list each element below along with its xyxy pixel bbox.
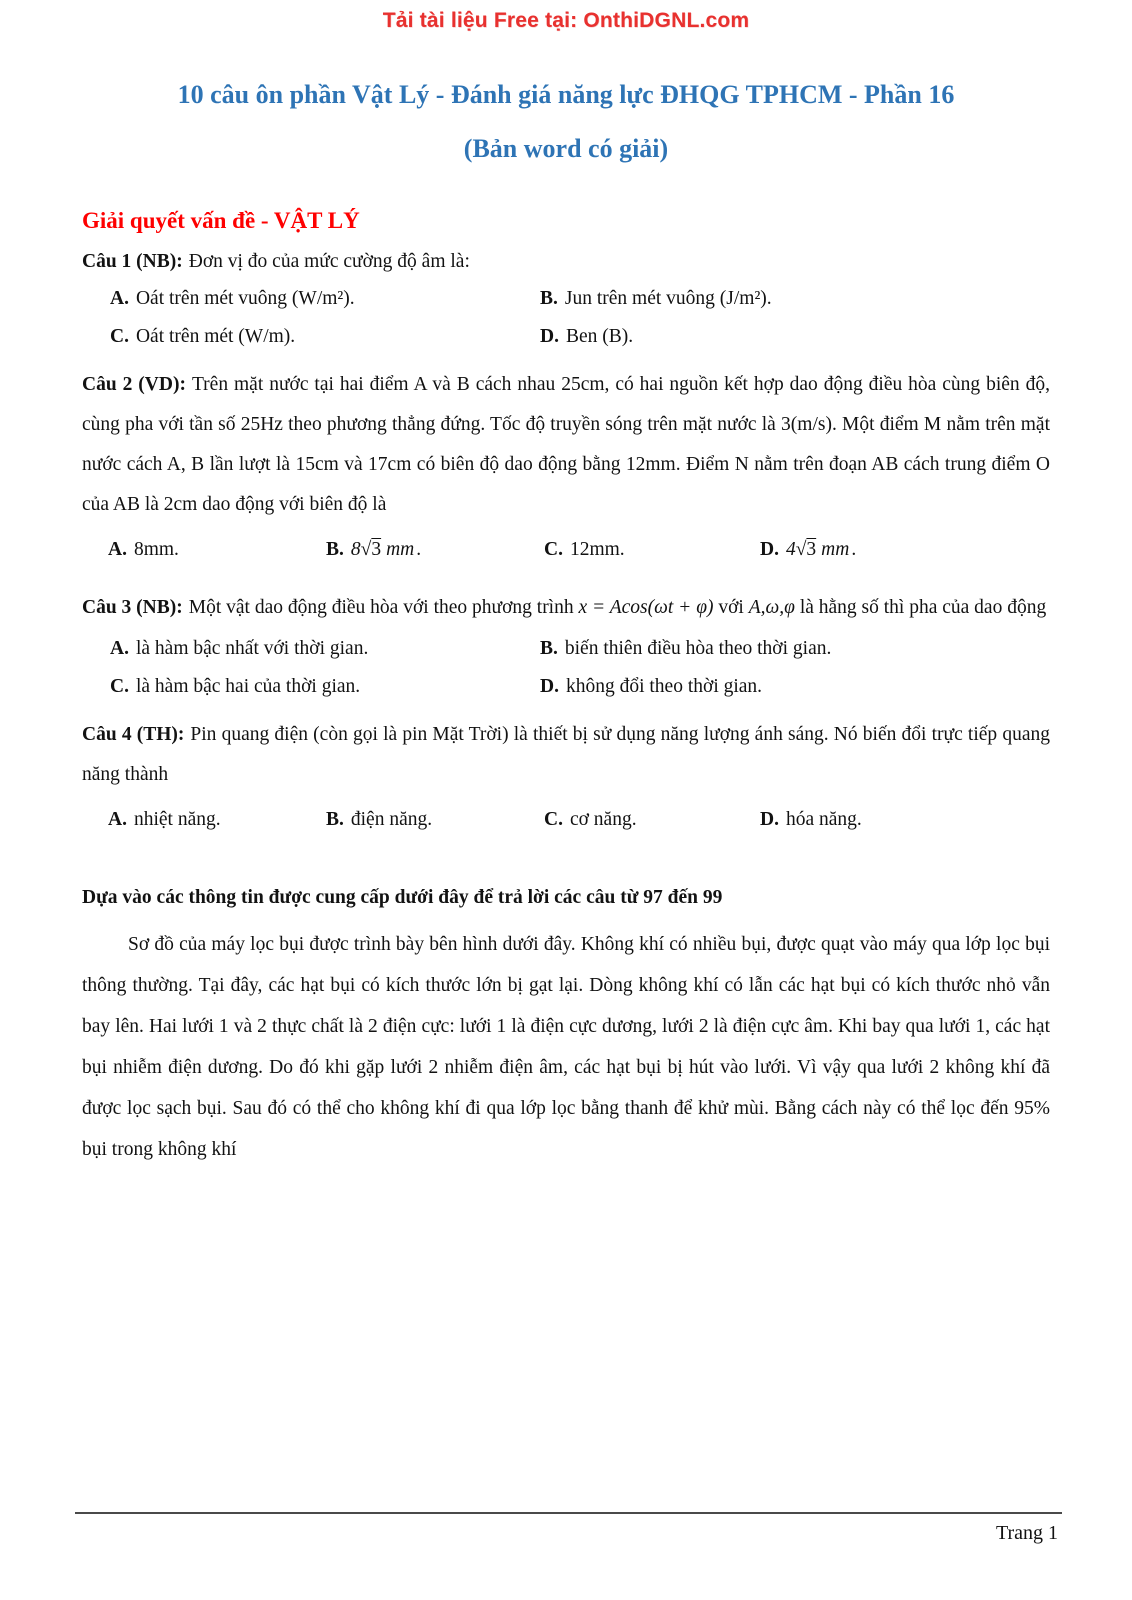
option-text: cơ năng. [569, 808, 637, 830]
option-key: B. [326, 808, 344, 830]
option-text: Ben (B). [565, 325, 634, 347]
question-3-stem-2: với [718, 596, 744, 618]
question-2 [82, 365, 1050, 525]
question-4-stem: Pin quang điện (còn gọi là pin Mặt Trời) là thiết bị sử dụng năng lượng ánh sáng. Nó biến đổi trực tiếp quang năng thành [82, 723, 1050, 785]
question-3-option-b [540, 636, 1050, 661]
sqrt-radical-icon [796, 539, 816, 560]
option-key: D. [540, 675, 559, 697]
option-key: C. [544, 538, 563, 560]
question-1-option-c [110, 324, 540, 349]
question-4 [82, 715, 1050, 795]
option-key: A. [108, 808, 127, 830]
option-text: hóa năng. [785, 808, 862, 830]
question-1-stem: Đơn vị đo của mức cường độ âm là: [188, 250, 470, 272]
question-3-formula: x = Acos(ωt + φ) [578, 596, 714, 618]
question-2-option-b [326, 537, 544, 562]
option-unit: mm [386, 538, 415, 560]
option-period: . [851, 538, 857, 560]
sqrt-value: 3 [806, 538, 817, 560]
option-key: D. [540, 325, 559, 347]
sqrt-radical-icon [361, 539, 381, 560]
option-key: C. [110, 325, 129, 347]
section-heading: Giải quyết vấn đề - VẬT LÝ [82, 207, 360, 233]
question-3-option-c [110, 674, 540, 699]
option-text: điện năng. [350, 808, 433, 830]
info-passage: Sơ đồ của máy lọc bụi được trình bày bên hình dưới đây. Không khí có nhiều bụi, được quạt vào máy qua lớp lọc bụi thông thường. Tại đây, các hạt bụi có kích thước lớn bị gạt lại. Dòng không khí có lẫn các hạt bụi có kích thước nhỏ vẫn bay lên. Hai lưới 1 và 2 thực chất là 2 điện cực: lưới 1 là điện cực dương, lưới 2 là điện cực âm. Khi bay qua lưới 1, các hạt bụi nhiễm điện dương. Do đó khi gặp lưới 2 nhiễm điện âm, các hạt bụi bị hút vào lưới. Vì vậy qua lưới 2 không khí đã được lọc sạch bụi. Sau đó có thể cho không khí đi qua lớp lọc bằng thanh để khử mùi. Bằng cách này có thể lọc đến 95% bụi trong không khí [82, 933, 1050, 1160]
option-text: biến thiên điều hòa theo thời gian. [564, 637, 832, 659]
option-text: 12mm. [569, 538, 625, 560]
option-unit: mm [821, 538, 850, 560]
footer-divider [75, 1512, 1062, 1514]
question-4-option-a [108, 807, 326, 832]
option-key: D. [760, 538, 779, 560]
question-3-stem-3: là hằng số thì pha của dao động [799, 596, 1047, 618]
question-3-label: Câu 3 (NB): [82, 596, 183, 618]
option-key: C. [110, 675, 129, 697]
option-key: A. [110, 637, 129, 659]
question-1-label: Câu 1 (NB): [82, 250, 183, 272]
question-3-option-a [110, 636, 540, 661]
option-value: 4 [785, 538, 796, 560]
question-1 [82, 246, 1050, 278]
option-text: Oát trên mét vuông (W/m²). [135, 287, 355, 309]
question-3-stem-1: Một vật dao động điều hòa với theo phương trình [188, 596, 574, 618]
doc-title-line1: 10 câu ôn phần Vật Lý - Đánh giá năng lực ĐHQG TPHCM - Phần 16 [177, 80, 955, 109]
option-key: C. [544, 808, 563, 830]
question-4-option-d [760, 807, 862, 832]
question-1-options [110, 286, 1050, 349]
option-text: 8mm. [133, 538, 179, 560]
option-text: Jun trên mét vuông (J/m²). [564, 287, 772, 309]
option-key: A. [108, 538, 127, 560]
sqrt-value: 3 [371, 538, 382, 560]
question-3 [82, 588, 1050, 628]
question-4-options [108, 807, 1050, 832]
question-3-symbols: A,ω,φ [748, 596, 795, 618]
option-key: D. [760, 808, 779, 830]
option-text: là hàm bậc hai của thời gian. [135, 675, 361, 697]
question-2-options [108, 537, 1050, 562]
option-key: B. [326, 538, 344, 560]
question-2-option-c [544, 537, 760, 562]
question-4-option-c [544, 807, 760, 832]
question-3-option-d [540, 674, 1050, 699]
header-note: Tải tài liệu Free tại: OnthiDGNL.com [382, 9, 750, 32]
question-1-option-b [540, 286, 1050, 311]
question-2-label: Câu 2 (VD): [82, 373, 186, 395]
info-lead: Dựa vào các thông tin được cung cấp dưới đây để trả lời các câu từ 97 đến 99 [82, 886, 723, 908]
question-1-option-d [540, 324, 1050, 349]
option-text: nhiệt năng. [133, 808, 221, 830]
question-3-options [110, 636, 1050, 699]
question-4-label: Câu 4 (TH): [82, 723, 185, 745]
option-key: B. [540, 287, 558, 309]
option-value: 8 [350, 538, 361, 560]
question-4-option-b [326, 807, 544, 832]
question-2-option-a [108, 537, 326, 562]
page-number: Trang 1 [995, 1522, 1058, 1544]
option-period: . [416, 538, 422, 560]
option-text: Oát trên mét (W/m). [135, 325, 296, 347]
option-text: không đổi theo thời gian. [565, 675, 763, 697]
question-1-option-a [110, 286, 540, 311]
doc-title-line2: (Bản word có giải) [463, 133, 669, 163]
question-2-option-d [760, 537, 856, 562]
option-text: là hàm bậc nhất với thời gian. [135, 637, 369, 659]
question-2-stem: Trên mặt nước tại hai điểm A và B cách nhau 25cm, có hai nguồn kết hợp dao động điều hòa cùng biên độ, cùng pha với tần số 25Hz theo phương thẳng đứng. Tốc độ truyền sóng trên mặt nước là 3(m/s). Một điểm M nằm trên mặt nước cách A, B lần lượt là 15cm và 17cm có biên độ dao động bằng 12mm. Điểm N nằm trên đoạn AB cách trung điểm O của AB là 2cm dao động với biên độ là [82, 373, 1050, 515]
option-key: B. [540, 637, 558, 659]
option-key: A. [110, 287, 129, 309]
